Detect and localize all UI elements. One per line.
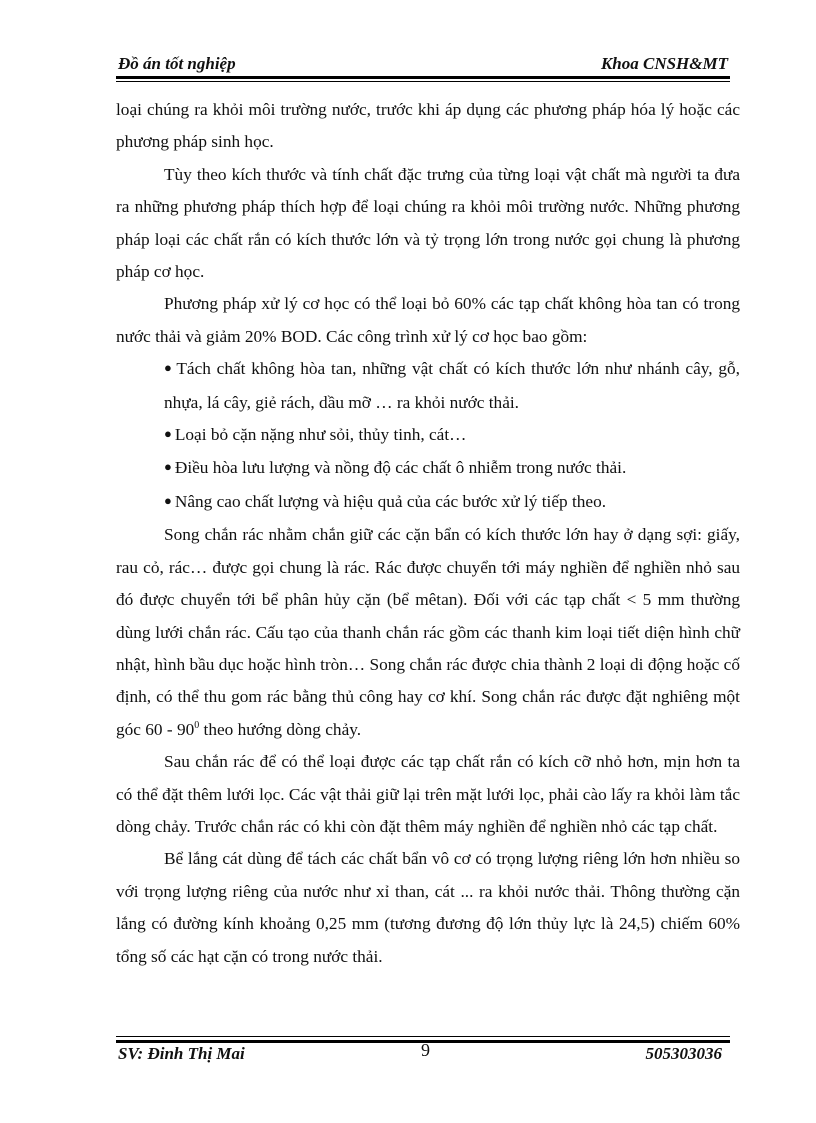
paragraph [116, 519, 740, 746]
paragraph-text-tail: theo hướng dòng chảy. [199, 719, 362, 739]
document-body [116, 94, 740, 973]
footer-author: SV: Đinh Thị Mai [118, 1044, 245, 1063]
paragraph: loại chúng ra khỏi môi trường nước, trước khi áp dụng các phương pháp hóa lý hoặc các phương pháp sinh học. [116, 100, 740, 152]
paragraph: Phương pháp xử lý cơ học có thể loại bỏ 60% các tạp chất không hòa tan có trong nước thải và giảm 20% BOD. Các công trình xử lý cơ học bao gồm: [116, 294, 740, 346]
header-rule-thin [116, 81, 730, 82]
degree-superscript: 0 [194, 719, 200, 731]
paragraph-text: Song chắn rác nhằm chắn giữ các cặn bẩn có kích thước lớn hay ở dạng sợi: giấy, rau cỏ, rác… được gọi chung là rác. Rác được chuyển tới máy nghiền để nghiền nhỏ sau đó được chuyển tới bể phân hủy cặn (bể mêtan). Đối với các tạp chất < 5 mm thường dùng lưới chắn rác. Cấu tạo của thanh chắn rác gồm các thanh kim loại tiết diện hình chữ nhật, hình bầu dục hoặc hình tròn… Song chắn rác được chia thành 2 loại di động hoặc cố định, có thể thu gom rác bằng thủ công hay cơ khí. Song chắn rác được đặt nghiêng một góc 60 - 90 [116, 525, 740, 739]
header-rule-thick [116, 76, 730, 79]
bullet-item [116, 452, 740, 485]
page-footer [116, 1040, 730, 1068]
paragraph: Sau chắn rác để có thể loại được các tạp chất rắn có kích cỡ nhỏ hơn, mịn hơn ta có thể đặt thêm lưới lọc. Các vật thải giữ lại trên mặt lưới lọc, phải cào lấy ra khỏi làm tắc dòng chảy. Trước chắn rác có khi còn đặt thêm máy nghiền để nghiền nhỏ các tạp chất. [116, 752, 740, 836]
bullet-dot-icon: ● [164, 459, 172, 475]
footer-student-id: 505303036 [645, 1044, 722, 1063]
bullet-item [116, 419, 740, 452]
bullet-dot-icon: ● [164, 492, 172, 508]
page-header [116, 52, 730, 76]
header-right-title: Khoa CNSH&MT [600, 54, 728, 73]
bullet-item [116, 353, 740, 419]
footer-rule-thin [116, 1036, 730, 1037]
bullet-text: Tách chất không hòa tan, những vật chất có kích thước lớn như nhánh cây, gỗ, nhựa, lá cây, giẻ rách, dầu mỡ … ra khỏi nước thải. [164, 359, 740, 412]
paragraph: Bể lắng cát dùng để tách các chất bẩn vô cơ có trọng lượng riêng lớn hơn nhiều so với trọng lượng riêng của nước như xỉ than, cát ... ra khỏi nước thải. Thông thường cặn lắng có đường kính khoảng 0,25 mm (tương đương độ lớn thủy lực là 24,5) chiếm 60% tổng số các hạt cặn có trong nước thải. [116, 849, 740, 966]
bullet-dot-icon: ● [164, 426, 172, 442]
bullet-item [116, 486, 740, 519]
bullet-text: Điều hòa lưu lượng và nồng độ các chất ô nhiễm trong nước thải. [174, 458, 627, 478]
bullet-text: Nâng cao chất lượng và hiệu quả của các bước xử lý tiếp theo. [174, 491, 607, 511]
header-left-title: Đồ án tốt nghiệp [118, 54, 236, 73]
page-number: 9 [421, 1040, 430, 1060]
bullet-dot-icon: ● [164, 360, 174, 376]
paragraph: Tùy theo kích thước và tính chất đặc trưng của từng loại vật chất mà người ta đưa ra những phương pháp thích hợp để loại chúng ra khỏi môi trường nước. Những phương pháp loại các chất rắn có kích thước lớn và tỷ trọng lớn trong nước gọi chung là phương pháp cơ học. [116, 164, 740, 282]
bullet-text: Loại bỏ cặn nặng như sỏi, thủy tinh, cát… [174, 425, 467, 445]
